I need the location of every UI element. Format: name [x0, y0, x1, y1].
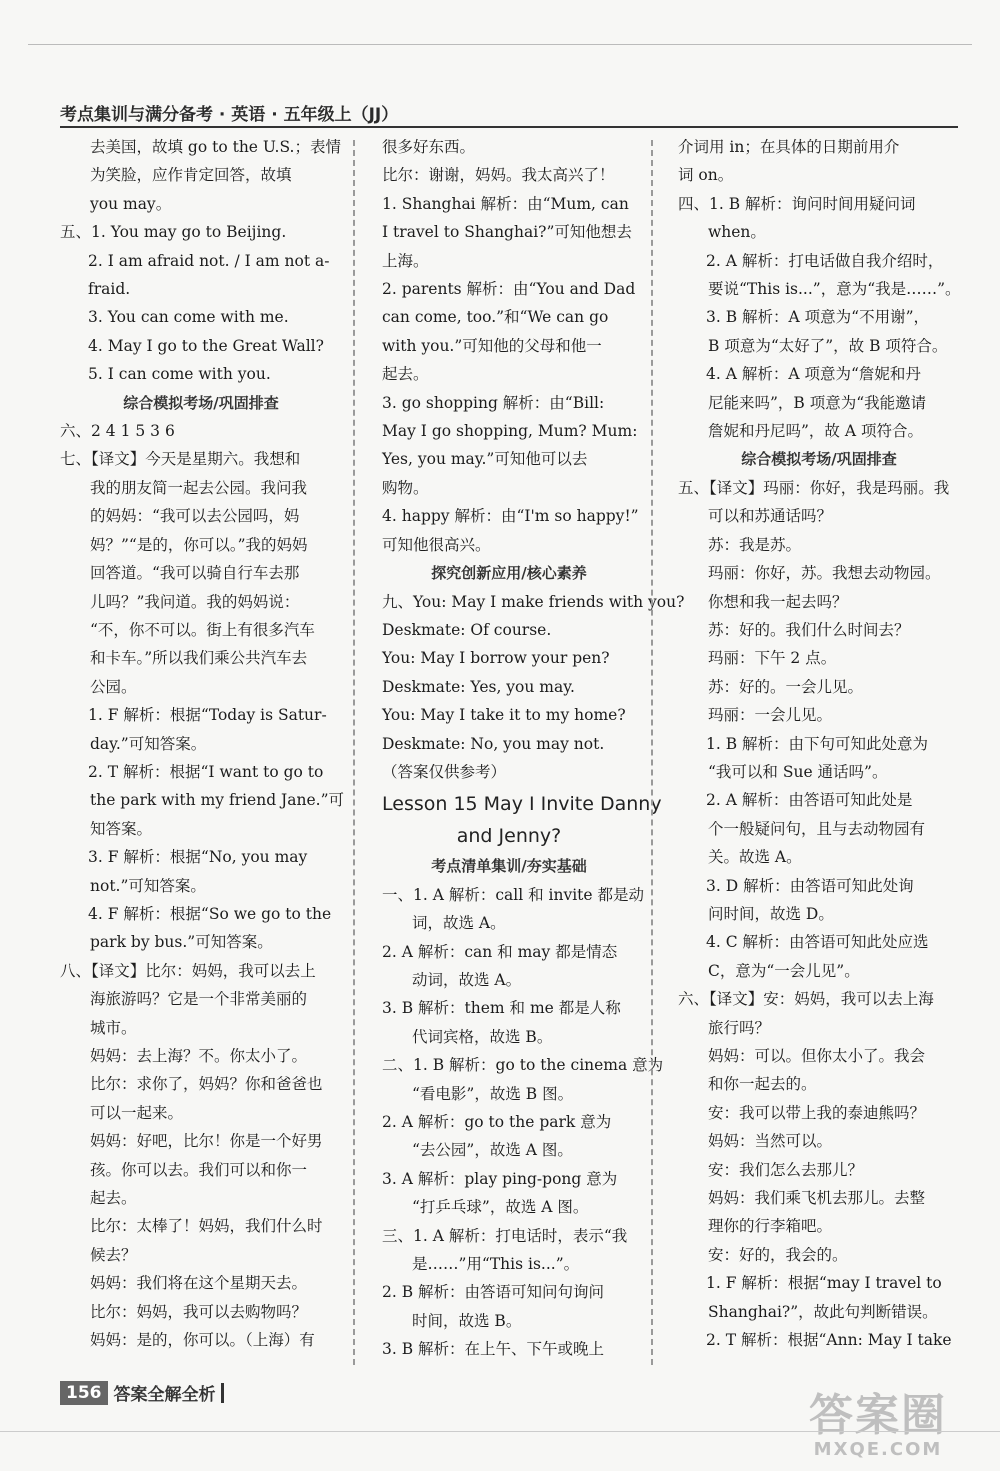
answer-line: 3. B 解析：在上午、下午或晚上 — [382, 1340, 605, 1359]
running-header: 考点集训与满分备考 · 英语 · 五年级上（JJ） — [60, 105, 399, 125]
answer-line: 词 on。 — [678, 166, 734, 185]
top-rule — [28, 44, 972, 45]
section-heading: 综合模拟考场/巩固排查 — [123, 393, 279, 412]
answer-line: 上海。 — [382, 251, 429, 270]
answer-line: 时间，故选 B。 — [412, 1311, 522, 1330]
answer-line: Deskmate: No, you may not. — [382, 734, 605, 753]
answer-line: “去公园”，故选 A 图。 — [412, 1141, 573, 1160]
site-watermark — [778, 1392, 978, 1462]
answer-line: 介词用 in；在具体的日期前用介 — [678, 138, 900, 156]
section-heading: 探究创新应用/核心素养 — [431, 564, 587, 583]
answer-line: 购物。 — [382, 478, 429, 497]
answer-line: 妈妈：我们乘飞机去那儿。去整 — [708, 1189, 926, 1208]
answer-line: “打乒乓球”，故选 A 图。 — [412, 1198, 589, 1217]
answer-line: 妈？”“是的，你可以。”我的妈妈 — [90, 535, 308, 554]
answer-line: 起去。 — [382, 365, 429, 384]
answer-line: 关。故选 A。 — [708, 848, 802, 867]
page-footer — [60, 1380, 224, 1405]
answer-line: 2. T 解析：根据“I want to go to — [88, 762, 324, 781]
answer-line: 城市。 — [90, 1018, 137, 1037]
answer-line: 安：我可以带上我的泰迪熊吗？ — [708, 1103, 926, 1122]
answer-line: 五、1. You may go to Beijing. — [60, 223, 287, 242]
column-middle — [382, 133, 685, 1364]
answer-line: 我的朋友简一起去公园。我问我 — [90, 478, 308, 497]
answer-line: 是……”用“This is...”。 — [412, 1255, 580, 1274]
answer-line: 去美国，故填 go to the U.S.；表情 — [90, 138, 341, 156]
column-divider-right — [651, 140, 653, 1365]
answer-line: Deskmate: Yes, you may. — [382, 677, 575, 696]
footer-label: 答案全解全析 — [113, 1385, 216, 1405]
answer-line: May I go shopping, Mum? Mum: — [382, 422, 638, 441]
answer-line: 4. happy 解析：由“I'm so happy!” — [382, 507, 639, 526]
answer-line: 理你的行李箱吧。 — [708, 1217, 833, 1236]
answer-line: 为笑脸，应作肯定回答，故填 — [90, 166, 292, 185]
answer-line: 玛丽：下午 2 点。 — [708, 649, 837, 668]
answer-line: Deskmate: Of course. — [382, 620, 552, 639]
answer-line: 3. You can come with me. — [88, 308, 289, 327]
answer-line: 候去？ — [90, 1245, 137, 1264]
answer-line: 玛丽：你好，苏。我想去动物园。 — [708, 564, 941, 583]
answer-line: 很多好东西。 — [382, 138, 476, 156]
watermark-url: MXQE.COM — [813, 1439, 943, 1460]
answer-line: can come, too.”和“We can go — [382, 308, 609, 327]
answer-line: 六、2 4 1 5 3 6 — [60, 422, 175, 441]
answer-line: 五、【译文】玛丽：你好，我是玛丽。我 — [678, 478, 950, 497]
answer-line: 旅行吗？ — [708, 1018, 771, 1037]
answer-line: 1. Shanghai 解析：由“Mum, can — [382, 194, 629, 213]
answer-line: 妈妈：好吧，比尔！你是一个好男 — [90, 1132, 323, 1151]
footer-bar — [221, 1383, 224, 1403]
footer-rule — [0, 1431, 1000, 1432]
answer-line: with you.”可知他的父母和他一 — [382, 336, 602, 355]
answer-line: 尼能来吗”，B 项意为“我能邀请 — [708, 393, 927, 412]
answer-line: 2. T 解析：根据“Ann: May I take — [706, 1331, 952, 1350]
answer-line: 词，故选 A。 — [412, 914, 506, 933]
answer-line: 5. I can come with you. — [88, 365, 271, 384]
answer-line: Shanghai?”，故此句判断错误。 — [708, 1302, 938, 1321]
answer-line: park by bus.”可知答案。 — [90, 933, 273, 952]
answer-line: B 项意为“太好了”，故 B 项符合。 — [708, 336, 948, 355]
section-heading: 综合模拟考场/巩固排查 — [741, 450, 897, 469]
answer-line: 回答道。“我可以骑自行车去那 — [90, 564, 300, 583]
answer-line: 2. parents 解析：由“You and Dad — [382, 280, 636, 299]
answer-line: when。 — [708, 223, 766, 242]
answer-line: 可以一起来。 — [90, 1103, 184, 1122]
answer-line: 3. F 解析：根据“No, you may — [88, 848, 308, 867]
answer-line: 的妈妈：“我可以去公园吗，妈 — [90, 507, 300, 526]
answer-line: 你想和我一起去吗？ — [708, 592, 848, 611]
answer-line: 比尔：求你了，妈妈？你和爸爸也 — [90, 1075, 323, 1094]
answer-line: 知答案。 — [90, 819, 153, 838]
answer-line: 妈妈：我们将在这个星期天去。 — [90, 1274, 308, 1293]
answer-line: 公园。 — [90, 677, 137, 696]
header-rule — [60, 126, 958, 128]
answer-line: 2. A 解析：打电话做自我介绍时， — [706, 251, 944, 270]
answer-line: 3. go shopping 解析：由“Bill: — [382, 393, 605, 412]
answer-line: 起去。 — [90, 1189, 137, 1208]
answer-line: 妈妈：去上海？不。你太小了。 — [90, 1047, 308, 1065]
lesson-title: Lesson 15 May I Invite Danny — [382, 793, 662, 816]
answer-line: 妈妈：是的，你可以。（上海）有 — [90, 1331, 315, 1350]
answer-line: 苏：我是苏。 — [708, 535, 802, 554]
column-left — [60, 133, 345, 1354]
page-number: 156 — [60, 1381, 108, 1405]
answer-line: You: May I borrow your pen? — [382, 649, 610, 668]
answer-line: 可知他很高兴。 — [382, 535, 491, 554]
answer-line: 个一般疑问句，且与去动物园有 — [708, 819, 926, 838]
answer-line: 4. A 解析：A 项意为“詹妮和丹 — [706, 365, 921, 384]
answer-line: 一、1. A 解析：call 和 invite 都是动 — [382, 885, 645, 904]
answer-line: C，意为“一会儿见”。 — [708, 961, 860, 980]
answer-line: 3. B 解析：them 和 me 都是人称 — [382, 999, 621, 1018]
answer-line: 和卡车。”所以我们乘公共汽车去 — [90, 649, 308, 668]
section-heading: 考点清单集训/夯实基础 — [431, 857, 587, 876]
answer-line: 2. A 解析：can 和 may 都是情态 — [382, 942, 618, 961]
lesson-title: and Jenny? — [456, 825, 562, 848]
answer-line: 动词，故选 A。 — [412, 970, 522, 989]
answer-line: 妈妈：当然可以。 — [708, 1132, 833, 1151]
answer-line: “看电影”，故选 B 图。 — [412, 1084, 574, 1103]
answer-line: “不，你不可以。街上有很多汽车 — [90, 620, 315, 639]
watermark-logo-text: 答案圈 — [809, 1390, 947, 1441]
answer-line: 4. C 解析：由答语可知此处应选 — [706, 933, 929, 952]
answer-line: 1. F 解析：根据“Today is Satur- — [88, 706, 327, 725]
column-right — [678, 133, 960, 1354]
answer-line: I travel to Shanghai?”可知他想去 — [382, 223, 632, 242]
answer-line: 4. May I go to the Great Wall? — [88, 336, 324, 355]
answer-line: 1. F 解析：根据“may I travel to — [706, 1274, 942, 1293]
answer-line: 要说“This is...”，意为“我是……”。 — [708, 280, 961, 299]
answer-line: 可以和苏通话吗？ — [708, 507, 833, 526]
answer-line: You: May I take it to my home? — [382, 706, 626, 725]
column-divider-left — [353, 140, 355, 1365]
answer-line: 2. B 解析：由答语可知问句询问 — [382, 1283, 605, 1302]
answer-line: Yes, you may.”可知他可以去 — [382, 450, 588, 469]
answer-line: 安：好的，我会的。 — [708, 1245, 848, 1264]
answer-line: 海旅游吗？它是一个非常美丽的 — [90, 990, 308, 1009]
answer-line: 4. F 解析：根据“So we go to the — [88, 904, 332, 923]
answer-line: day.”可知答案。 — [90, 734, 207, 753]
answer-line: 玛丽：一会儿见。 — [708, 706, 833, 725]
answer-line: 苏：好的。我们什么时间去？ — [708, 620, 910, 639]
answer-line: 2. A 解析：由答语可知此处是 — [706, 791, 913, 810]
answer-line: 苏：好的。一会儿见。 — [708, 677, 864, 696]
answer-line: 代词宾格，故选 B。 — [412, 1027, 553, 1046]
answer-line: 比尔：妈妈，我可以去购物吗？ — [90, 1302, 308, 1321]
answer-line: 3. B 解析：A 项意为“不用谢”， — [706, 308, 930, 327]
answer-line: 1. B 解析：由下句可知此处意为 — [706, 734, 929, 753]
answer-line: 比尔：太棒了！妈妈，我们什么时 — [90, 1217, 323, 1236]
answer-line: 二、1. B 解析：go to the cinema 意为 — [382, 1056, 664, 1075]
answer-line: 七、【译文】今天是星期六。我想和 — [60, 450, 301, 469]
answer-line: 安：我们怎么去那儿？ — [708, 1160, 864, 1179]
answer-line: （答案仅供参考） — [382, 762, 507, 781]
answer-line: 和你一起去的。 — [708, 1075, 817, 1094]
answer-line: 3. A 解析：play ping-pong 意为 — [382, 1169, 618, 1188]
answer-line: 2. I am afraid not. / I am not a- — [88, 251, 330, 270]
answer-line: 妈妈：可以。但你太小了。我会 — [708, 1047, 926, 1065]
answer-line: fraid. — [88, 280, 131, 299]
answer-line: 问时间，故选 D。 — [708, 904, 834, 923]
answer-line: “我可以和 Sue 通话吗”。 — [708, 762, 888, 781]
answer-line: 比尔：谢谢，妈妈。我太高兴了！ — [382, 166, 615, 185]
answer-line: 九、You: May I make friends with you? — [382, 592, 685, 611]
answer-line: 四、1. B 解析：询问时间用疑问词 — [678, 194, 916, 213]
answer-line: you may。 — [90, 194, 172, 213]
answer-line: 2. A 解析：go to the park 意为 — [382, 1113, 612, 1131]
answer-line: not.”可知答案。 — [90, 876, 206, 895]
answer-line: 詹妮和丹尼吗”，故 A 项符合。 — [708, 422, 923, 441]
answer-line: 3. D 解析：由答语可知此处询 — [706, 876, 914, 895]
answer-line: 儿吗？”我问道。我的妈妈说： — [90, 592, 300, 611]
answer-line: 六、【译文】安：妈妈，我可以去上海 — [678, 990, 934, 1009]
answer-line: 孩。你可以去。我们可以和你一 — [90, 1160, 308, 1179]
answer-line: 三、1. A 解析：打电话时，表示“我 — [382, 1226, 628, 1245]
answer-line: the park with my friend Jane.”可 — [90, 791, 345, 810]
answer-line: 八、【译文】比尔：妈妈，我可以去上 — [60, 961, 316, 980]
